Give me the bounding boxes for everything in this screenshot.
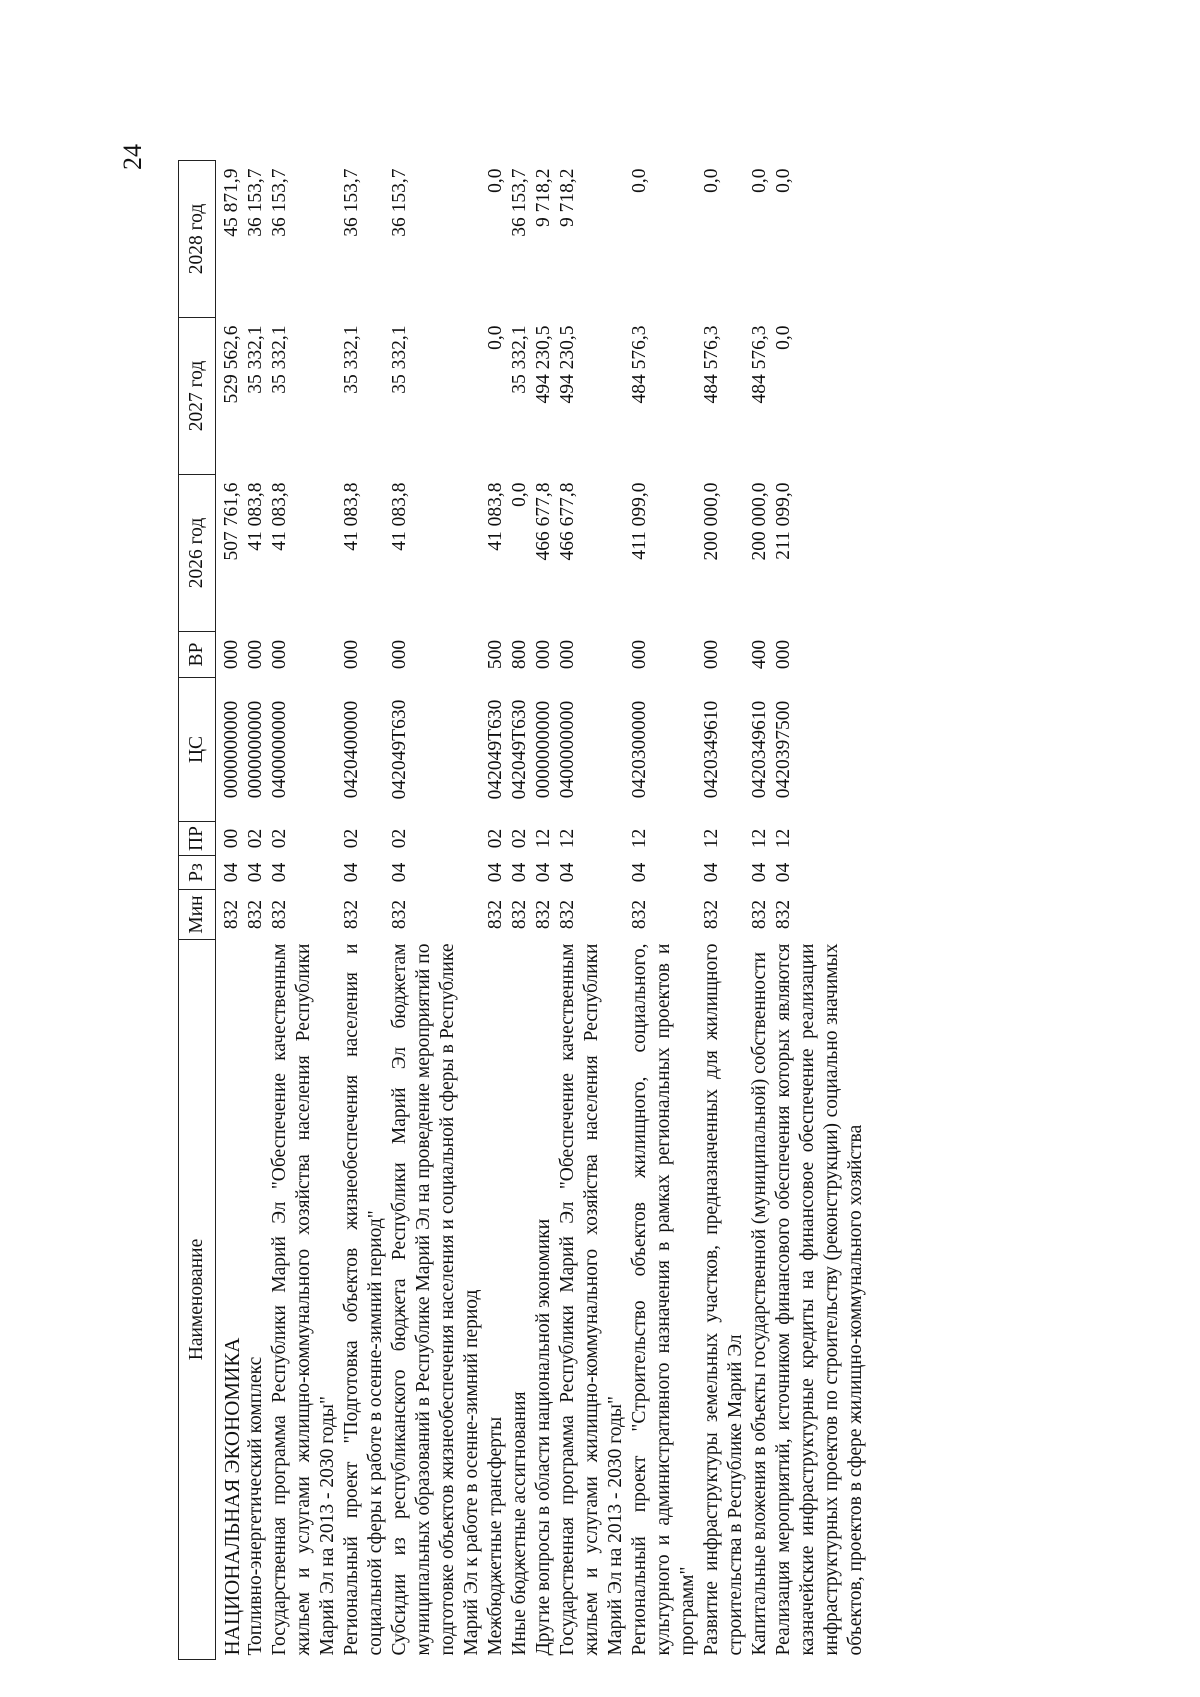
cell-y2028: 0,0: [629, 168, 650, 193]
header-cs: ЦС: [179, 678, 216, 822]
cell-rz: 04: [221, 862, 242, 883]
cell-vr: 000: [221, 639, 242, 670]
cell-name: Межбюджетные трансферты: [485, 1416, 506, 1656]
cell-cs: 0400000000: [269, 700, 290, 799]
cell-name: Субсидии из республиканского бюджета Республики Марий Эл бюджетам муниципальных образований в Республике Марий Эл на проведение мероприятий по подготовке объектов жизнеобеспечения населения и социальной сферы в Республике Марий Эл к работе в осенне-зимний период: [389, 943, 482, 1656]
cell-min: 832: [245, 899, 266, 930]
cell-vr: 500: [485, 639, 506, 670]
cell-y2028: 36 153,7: [245, 168, 266, 237]
header-name: Наименование: [179, 940, 216, 1660]
table-row: [388, 161, 484, 1660]
cell-y2026: 200 000,0: [701, 482, 722, 561]
cell-pr: 12: [557, 828, 578, 849]
cell-y2026: 466 677,8: [557, 482, 578, 561]
cell-rz: 04: [629, 862, 650, 883]
cell-vr: 000: [245, 639, 266, 670]
cell-name: Государственная программа Республики Марий Эл "Обеспечение качественным жильем и услугами жилищно-коммунального хозяйства населения Республики Марий Эл на 2013 - 2030 годы": [557, 943, 626, 1656]
cell-y2027: 484 576,3: [629, 325, 650, 404]
cell-rz: 04: [701, 862, 722, 883]
header-2026: 2026 год: [179, 475, 216, 632]
table-row: [340, 161, 388, 1660]
cell-vr: 000: [629, 639, 650, 670]
table-row: [508, 161, 532, 1660]
cell-y2028: 9 718,2: [533, 168, 554, 227]
cell-y2026: 211 099,0: [773, 482, 794, 560]
cell-y2026: 41 083,8: [245, 482, 266, 551]
cell-vr: 000: [533, 639, 554, 670]
cell-cs: 0420397500: [773, 700, 794, 799]
cell-pr: 12: [701, 828, 722, 849]
cell-vr: 000: [389, 639, 410, 670]
cell-y2028: 9 718,2: [557, 168, 578, 227]
cell-cs: 042049Т630: [485, 699, 506, 800]
cell-y2026: 41 083,8: [269, 482, 290, 551]
cell-y2027: 35 332,1: [341, 325, 362, 394]
header-2028: 2028 год: [179, 161, 216, 318]
table-row: [700, 161, 748, 1660]
cell-cs: 0400000000: [557, 700, 578, 799]
table-row: [268, 161, 340, 1660]
cell-pr: 02: [485, 828, 506, 849]
cell-rz: 04: [245, 862, 266, 883]
table-row: [216, 161, 245, 1660]
cell-y2027: 494 230,5: [533, 325, 554, 404]
cell-min: 832: [485, 899, 506, 930]
cell-pr: 12: [773, 828, 794, 849]
rotated-table-container: [178, 160, 978, 1660]
cell-vr: 800: [509, 639, 530, 670]
cell-cs: 0000000000: [533, 700, 554, 799]
cell-min: 832: [341, 899, 362, 930]
cell-min: 832: [533, 899, 554, 930]
cell-vr: 400: [749, 639, 770, 670]
cell-y2026: 507 761,6: [221, 482, 242, 561]
cell-pr: 12: [629, 828, 650, 849]
cell-pr: 00: [221, 828, 242, 849]
table-row: [772, 161, 868, 1660]
table-header: [179, 161, 216, 1660]
cell-y2028: 36 153,7: [389, 168, 410, 237]
cell-y2026: 200 000,0: [749, 482, 770, 561]
page-number: 24: [118, 144, 147, 170]
header-min: Мин: [179, 890, 216, 940]
cell-y2027: 35 332,1: [389, 325, 410, 394]
cell-y2026: 41 083,8: [485, 482, 506, 551]
cell-y2027: 0,0: [485, 325, 506, 350]
cell-vr: 000: [773, 639, 794, 670]
cell-name: Реализация мероприятий, источником финансового обеспечения которых являются казначейские инфраструктурные кредиты на финансовое обеспечение реализации инфраструктурных проектов по строительству (реконструкции) социально значимых объектов, проектов в сфере жилищно-коммунального хозяйства: [773, 943, 866, 1656]
cell-y2028: 0,0: [749, 168, 770, 193]
cell-y2026: 466 677,8: [533, 482, 554, 561]
cell-pr: 12: [749, 828, 770, 849]
cell-rz: 04: [341, 862, 362, 883]
cell-vr: 000: [701, 639, 722, 670]
cell-y2027: 529 562,6: [221, 325, 242, 404]
header-pr: ПР: [179, 822, 216, 856]
cell-pr: 12: [533, 828, 554, 849]
cell-name: НАЦИОНАЛЬНАЯ ЭКОНОМИКА: [220, 1337, 244, 1656]
header-vr: ВР: [179, 632, 216, 678]
cell-vr: 000: [341, 639, 362, 670]
header-rz: Рз: [179, 856, 216, 890]
cell-min: 832: [509, 899, 530, 930]
cell-pr: 02: [341, 828, 362, 849]
cell-min: 832: [557, 899, 578, 930]
cell-y2027: 0,0: [773, 325, 794, 350]
cell-cs: 0420300000: [629, 700, 650, 799]
cell-y2027: 484 576,3: [749, 325, 770, 404]
cell-y2028: 0,0: [773, 168, 794, 193]
cell-rz: 04: [557, 862, 578, 883]
cell-y2028: 36 153,7: [341, 168, 362, 237]
cell-vr: 000: [557, 639, 578, 670]
cell-vr: 000: [269, 639, 290, 670]
table-row: [484, 161, 508, 1660]
cell-cs: 0000000000: [245, 700, 266, 799]
cell-pr: 02: [269, 828, 290, 849]
cell-pr: 02: [245, 828, 266, 849]
header-2027: 2027 год: [179, 318, 216, 475]
cell-y2028: 0,0: [701, 168, 722, 193]
cell-rz: 04: [773, 862, 794, 883]
table-row: [628, 161, 700, 1660]
cell-cs: 0420349610: [749, 700, 770, 799]
cell-rz: 04: [533, 862, 554, 883]
cell-y2027: 35 332,1: [509, 325, 530, 394]
cell-y2026: 41 083,8: [389, 482, 410, 551]
cell-rz: 04: [509, 862, 530, 883]
cell-y2026: 0,0: [509, 482, 530, 507]
cell-rz: 04: [485, 862, 506, 883]
cell-min: 832: [749, 899, 770, 930]
cell-name: Капитальные вложения в объекты государственной (муниципальной) собственности: [749, 951, 770, 1656]
cell-min: 832: [773, 899, 794, 930]
cell-cs: 042049Т630: [389, 699, 410, 800]
table-body: [216, 161, 869, 1660]
table-row: [556, 161, 628, 1660]
cell-rz: 04: [749, 862, 770, 883]
cell-y2027: 35 332,1: [269, 325, 290, 394]
cell-min: 832: [701, 899, 722, 930]
cell-rz: 04: [269, 862, 290, 883]
cell-rz: 04: [389, 862, 410, 883]
table-row: [532, 161, 556, 1660]
cell-name: Государственная программа Республики Марий Эл "Обеспечение качественным жильем и услугами жилищно-коммунального хозяйства населения Республики Марий Эл на 2013 - 2030 годы": [269, 943, 338, 1656]
cell-cs: 0420400000: [341, 700, 362, 799]
cell-name: Другие вопросы в области национальной экономики: [533, 1218, 554, 1656]
table-row: [244, 161, 268, 1660]
cell-y2026: 411 099,0: [629, 482, 650, 560]
cell-y2027: 494 230,5: [557, 325, 578, 404]
cell-name: Региональный проект "Строительство объектов жилищного, социального, культурного и административного назначения в рамках региональных проектов и программ": [629, 943, 698, 1656]
cell-y2028: 36 153,7: [269, 168, 290, 237]
budget-table: [178, 160, 868, 1660]
cell-y2027: 35 332,1: [245, 325, 266, 394]
cell-min: 832: [389, 899, 410, 930]
cell-cs: 042049Т630: [509, 699, 530, 800]
cell-min: 832: [221, 899, 242, 930]
cell-y2028: 36 153,7: [509, 168, 530, 237]
cell-name: Топливно-энергетический комплекс: [245, 1356, 266, 1656]
cell-y2028: 0,0: [485, 168, 506, 193]
cell-min: 832: [629, 899, 650, 930]
cell-min: 832: [269, 899, 290, 930]
cell-y2028: 45 871,9: [221, 168, 242, 237]
cell-pr: 02: [389, 828, 410, 849]
cell-y2026: 41 083,8: [341, 482, 362, 551]
cell-y2027: 484 576,3: [701, 325, 722, 404]
cell-name: Иные бюджетные ассигнования: [509, 1391, 530, 1656]
cell-cs: 0000000000: [221, 700, 242, 799]
cell-name: Развитие инфраструктуры земельных участков, предназначенных для жилищного строительства в Республике Марий Эл: [701, 943, 746, 1656]
cell-pr: 02: [509, 828, 530, 849]
cell-name: Региональный проект "Подготовка объектов жизнеобеспечения населения и социальной сферы к работе в осенне-зимний период": [341, 943, 386, 1656]
table-row: [748, 161, 772, 1660]
cell-cs: 0420349610: [701, 700, 722, 799]
